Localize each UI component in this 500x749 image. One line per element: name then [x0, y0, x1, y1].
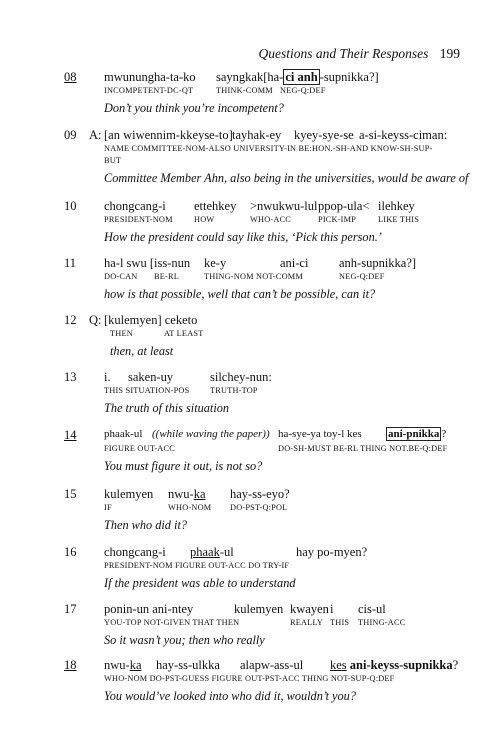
word-part: ? — [441, 428, 447, 440]
gloss: THINK-COMM — [216, 86, 273, 95]
gloss: NEG-Q:DEF — [339, 272, 385, 281]
translation-line: How the president could say like this, ‘Pick this person.’ — [104, 230, 382, 244]
word: kulemyen — [234, 602, 284, 616]
example-number: 12 — [64, 313, 77, 327]
word: ha-sye-ya toy-l kes — [278, 428, 362, 440]
boxed-word: ci anh — [285, 70, 318, 84]
word-part: nwu- — [168, 487, 194, 501]
word: kwayen — [290, 602, 329, 616]
gloss: WHO-NOM — [168, 503, 212, 512]
translation-line: You would’ve looked into who did it, wouldn’t you? — [104, 689, 356, 703]
word-part: nwu- — [104, 658, 130, 672]
word: tayhak-ey — [232, 128, 282, 142]
example-number: 17 — [64, 602, 77, 616]
translation-line: then, at least — [110, 344, 174, 358]
word: ke-y — [204, 256, 227, 270]
underlined-part: ka — [193, 487, 206, 501]
word: ha-l swu [iss-nun — [104, 256, 191, 270]
gloss: PRESIDENT-NOM — [104, 215, 173, 224]
gloss-line: BUT — [104, 156, 122, 165]
word — [386, 428, 446, 440]
running-title: Questions and Their Responses — [258, 46, 429, 61]
word: cis-ul — [358, 602, 386, 616]
gloss: REALLY — [290, 618, 324, 627]
example-number: 15 — [64, 487, 77, 501]
gloss: DO-PST-Q:POL — [230, 503, 288, 512]
word: kulemyen — [104, 487, 154, 501]
word: mwunungha-ta-ko — [104, 70, 196, 84]
word: anh-supnikka?] — [339, 256, 417, 270]
example-number: 09 — [64, 128, 77, 142]
word-part: ? — [452, 658, 459, 672]
word — [216, 70, 379, 85]
speaker-label: A: — [89, 128, 102, 142]
word: i. — [104, 370, 111, 384]
translation-line: The truth of this situation — [104, 401, 230, 415]
gloss: WHO-ACC — [250, 215, 292, 224]
word: kyey-sye-se — [294, 128, 354, 142]
underlined-part: ka — [129, 658, 142, 672]
gloss: FIGURE OUT-ACC — [104, 444, 175, 453]
translation-line: Committee Member Ahn, also being in the universities, would be aware of — [104, 171, 469, 185]
gloss: YOU-TOP NOT-GIVEN THAT THEN — [104, 618, 240, 627]
gloss-line: NAME COMMITTEE-NOM-ALSO UNIVERSITY-IN BE:HON.-SH-AND KNOW-SH-SUP- — [104, 144, 433, 153]
word: i — [330, 602, 334, 616]
word: [an wiwennim-kkeyse-to] — [104, 128, 233, 142]
gloss: IF — [104, 503, 112, 512]
gloss: AT LEAST — [164, 329, 204, 338]
translation-line: Then who did it? — [104, 518, 188, 532]
gloss: PICK-IMP — [318, 215, 357, 224]
word: ilehkey — [378, 199, 415, 213]
word — [190, 545, 234, 560]
word: hay-ss-ulkka — [156, 658, 220, 672]
example-number: 14 — [64, 428, 77, 442]
page-number: 199 — [439, 46, 460, 61]
boxed-word: ani-pnikka — [388, 428, 440, 440]
bold-part: ani-keyss-supnikka — [346, 658, 453, 672]
translation-line: how is that possible, well that can’t be possible, can it? — [104, 287, 376, 301]
gloss: THIS SITUATION-POS — [104, 386, 190, 395]
gloss: NEG-Q:DEF — [280, 86, 326, 95]
gloss: WHO-NOM DO-PST-GUESS FIGURE OUT-PST-ACC THING NOT-SUP-Q:DEF — [104, 674, 395, 683]
word: ponin-un ani-ntey — [104, 602, 194, 616]
word-part: sayngkak[ha- — [216, 70, 284, 84]
gloss: THING-ACC — [358, 618, 406, 627]
underlined-part: phaak — [190, 545, 220, 559]
word: silchey-nun: — [210, 370, 272, 384]
word: >nwukwu-lul — [250, 199, 318, 213]
word-part: -supnikka?] — [319, 70, 379, 84]
word: [kulemyen] ceketo — [104, 313, 198, 327]
gloss: DO-CAN — [104, 272, 138, 281]
word: alapw-ass-ul — [240, 658, 304, 672]
word-part: -ul — [219, 545, 234, 559]
gloss: BE-RL — [154, 272, 179, 281]
word: chongcang-i — [104, 199, 166, 213]
example-number: 13 — [64, 370, 77, 384]
example-number: 10 — [64, 199, 77, 213]
word: hay po-myen? — [296, 545, 368, 559]
running-header — [60, 46, 460, 62]
speaker-label: Q: — [89, 313, 102, 327]
word — [168, 487, 206, 502]
underlined-part: kes — [330, 658, 347, 672]
word: ppop-ula< — [318, 199, 370, 213]
gloss: DO-SH-MUST BE-RL THING NOT.BE-Q:DEF — [278, 444, 448, 453]
gloss: HOW — [194, 215, 215, 224]
gloss: INCOMPETENT-DC-QT — [104, 86, 194, 95]
word: a-si-keyss-ciman: — [359, 128, 448, 142]
gloss: THIS — [330, 618, 350, 627]
example-number: 08 — [64, 70, 77, 84]
word — [330, 658, 458, 673]
word: ani-ci — [280, 256, 309, 270]
stage-direction: ((while waving the paper)) — [152, 428, 270, 440]
example-number: 18 — [64, 658, 77, 672]
translation-line: You must figure it out, is not so? — [104, 459, 263, 473]
translation-line: If the president was able to understand — [104, 576, 296, 590]
gloss: THEN — [110, 329, 133, 338]
example-number: 16 — [64, 545, 77, 559]
gloss: PRESIDENT-NOM FIGURE OUT-ACC DO TRY-IF — [104, 561, 290, 570]
gloss: THING-NOM NOT-COMM — [204, 272, 303, 281]
word: ettehkey — [194, 199, 237, 213]
gloss: LIKE THIS — [378, 215, 420, 224]
example-number: 11 — [64, 256, 77, 270]
word: saken-uy — [128, 370, 174, 384]
gloss: TRUTH-TOP — [210, 386, 258, 395]
word: chongcang-i — [104, 545, 166, 559]
word: hay-ss-eyo? — [230, 487, 290, 501]
translation-line: Don’t you think you’re incompetent? — [104, 101, 284, 115]
word: phaak-ul — [104, 428, 143, 440]
word — [104, 658, 142, 673]
translation-line: So it wasn’t you; then who really — [104, 633, 265, 647]
